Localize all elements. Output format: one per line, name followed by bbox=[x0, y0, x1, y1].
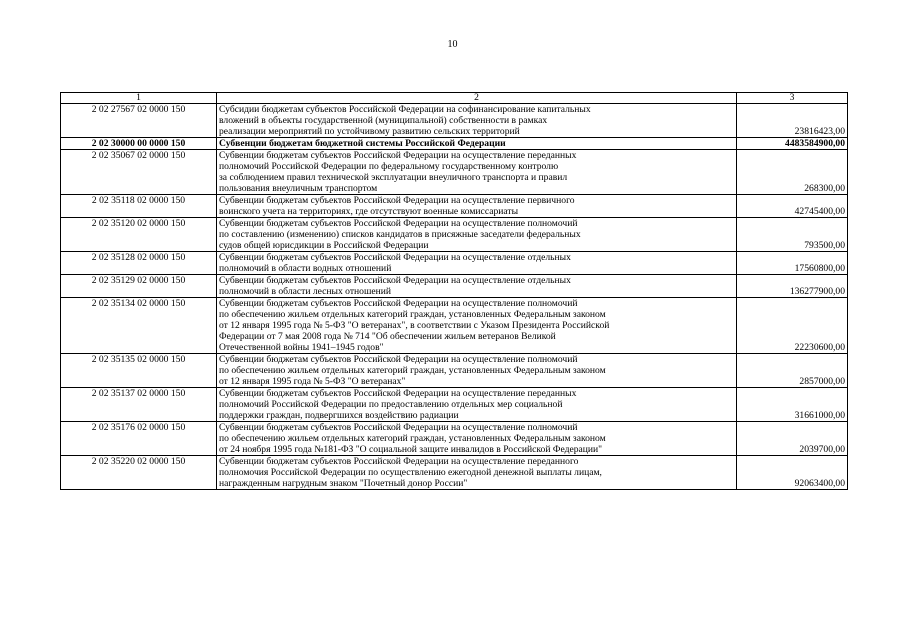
description-cell: Субвенции бюджетам субъектов Российской Федерации на осуществление переданного полномочия Российской Федерации по осуществлению ежегодной денежной выплаты лицам, награжденным нагрудным знаком "Почетный донор России" bbox=[217, 456, 737, 490]
description-cell: Субвенции бюджетам субъектов Российской Федерации на осуществление первичного воинского учета на территориях, где отсутствуют военные комиссариаты bbox=[217, 195, 737, 218]
amount-cell: 136277900,00 bbox=[737, 275, 848, 298]
amount-cell: 2039700,00 bbox=[737, 422, 848, 456]
amount-cell: 2857000,00 bbox=[737, 354, 848, 388]
amount-cell: 268300,00 bbox=[737, 150, 848, 195]
column-number-2: 2 bbox=[217, 93, 737, 104]
table-row bbox=[61, 298, 848, 354]
budget-code-cell: 2 02 35176 02 0000 150 bbox=[61, 422, 217, 456]
amount-cell: 92063400,00 bbox=[737, 456, 848, 490]
description-cell: Субвенции бюджетам субъектов Российской Федерации на осуществление отдельных полномочий в области водных отношений bbox=[217, 252, 737, 275]
table-row bbox=[61, 456, 848, 490]
table-row bbox=[61, 275, 848, 298]
amount-cell: 22230600,00 bbox=[737, 298, 848, 354]
table-row bbox=[61, 388, 848, 422]
budget-code-cell: 2 02 35118 02 0000 150 bbox=[61, 195, 217, 218]
description-cell: Субвенции бюджетам бюджетной системы Российской Федерации bbox=[217, 138, 737, 150]
amount-cell: 23816423,00 bbox=[737, 104, 848, 138]
budget-code-cell: 2 02 35137 02 0000 150 bbox=[61, 388, 217, 422]
budget-code-cell: 2 02 30000 00 0000 150 bbox=[61, 138, 217, 150]
description-cell: Субвенции бюджетам субъектов Российской Федерации на осуществление отдельных полномочий в области лесных отношений bbox=[217, 275, 737, 298]
page-number: 10 bbox=[447, 39, 458, 50]
table-row bbox=[61, 422, 848, 456]
table-row bbox=[61, 218, 848, 252]
budget-code-cell: 2 02 35129 02 0000 150 bbox=[61, 275, 217, 298]
budget-revenue-table bbox=[60, 92, 848, 490]
description-cell: Субвенции бюджетам субъектов Российской Федерации на осуществление полномочий по обеспечению жильем отдельных категорий граждан, установленных Федеральным законом от 24 ноября 1995 года №181-ФЗ "О социальной защите инвалидов в Российской Федерации" bbox=[217, 422, 737, 456]
budget-code-cell: 2 02 35134 02 0000 150 bbox=[61, 298, 217, 354]
column-number-3: 3 bbox=[737, 93, 848, 104]
description-cell: Субвенции бюджетам субъектов Российской Федерации на осуществление переданных полномочий Российской Федерации по федеральному государственному контролю за соблюдением правил технической эксплуатации внеуличного транспорта и правил пользования внеуличным транспортом bbox=[217, 150, 737, 195]
table-row bbox=[61, 104, 848, 138]
column-number-1: 1 bbox=[61, 93, 217, 104]
budget-code-cell: 2 02 35128 02 0000 150 bbox=[61, 252, 217, 275]
amount-cell: 4483584900,00 bbox=[737, 138, 848, 150]
amount-cell: 17560800,00 bbox=[737, 252, 848, 275]
budget-code-cell: 2 02 35220 02 0000 150 bbox=[61, 456, 217, 490]
amount-cell: 793500,00 bbox=[737, 218, 848, 252]
table-row bbox=[61, 252, 848, 275]
amount-cell: 42745400,00 bbox=[737, 195, 848, 218]
description-cell: Субвенции бюджетам субъектов Российской Федерации на осуществление переданных полномочий Российской Федерации по предоставлению отдельных мер социальной поддержки граждан, подвергшихся воздействию радиации bbox=[217, 388, 737, 422]
budget-code-cell: 2 02 35135 02 0000 150 bbox=[61, 354, 217, 388]
table-row bbox=[61, 354, 848, 388]
table-row bbox=[61, 150, 848, 195]
table-row-total-subventions bbox=[61, 138, 848, 150]
amount-cell: 31661000,00 bbox=[737, 388, 848, 422]
budget-code-cell: 2 02 35120 02 0000 150 bbox=[61, 218, 217, 252]
description-cell: Субвенции бюджетам субъектов Российской Федерации на осуществление полномочий по составлению (изменению) списков кандидатов в присяжные заседатели федеральных судов общей юрисдикции в Российской Федерации bbox=[217, 218, 737, 252]
budget-code-cell: 2 02 35067 02 0000 150 bbox=[61, 150, 217, 195]
description-cell: Субвенции бюджетам субъектов Российской Федерации на осуществление полномочий по обеспечению жильем отдельных категорий граждан, установленных Федеральным законом от 12 января 1995 года № 5-ФЗ "О ветеранах", в соответствии с Указом Президента Российской Федерации от 7 мая 2008 года № 714 "Об обеспечении жильем ветеранов Великой Отечественной войны 1941–1945 годов" bbox=[217, 298, 737, 354]
table-row bbox=[61, 195, 848, 218]
column-number-row bbox=[61, 93, 848, 104]
budget-code-cell: 2 02 27567 02 0000 150 bbox=[61, 104, 217, 138]
description-cell: Субсидии бюджетам субъектов Российской Федерации на софинансирование капитальных вложений в объекты государственной (муниципальной) собственности в рамках реализации мероприятий по устойчивому развитию сельских территорий bbox=[217, 104, 737, 138]
description-cell: Субвенции бюджетам субъектов Российской Федерации на осуществление полномочий по обеспечению жильем отдельных категорий граждан, установленных Федеральным законом от 12 января 1995 года № 5-ФЗ "О ветеранах" bbox=[217, 354, 737, 388]
